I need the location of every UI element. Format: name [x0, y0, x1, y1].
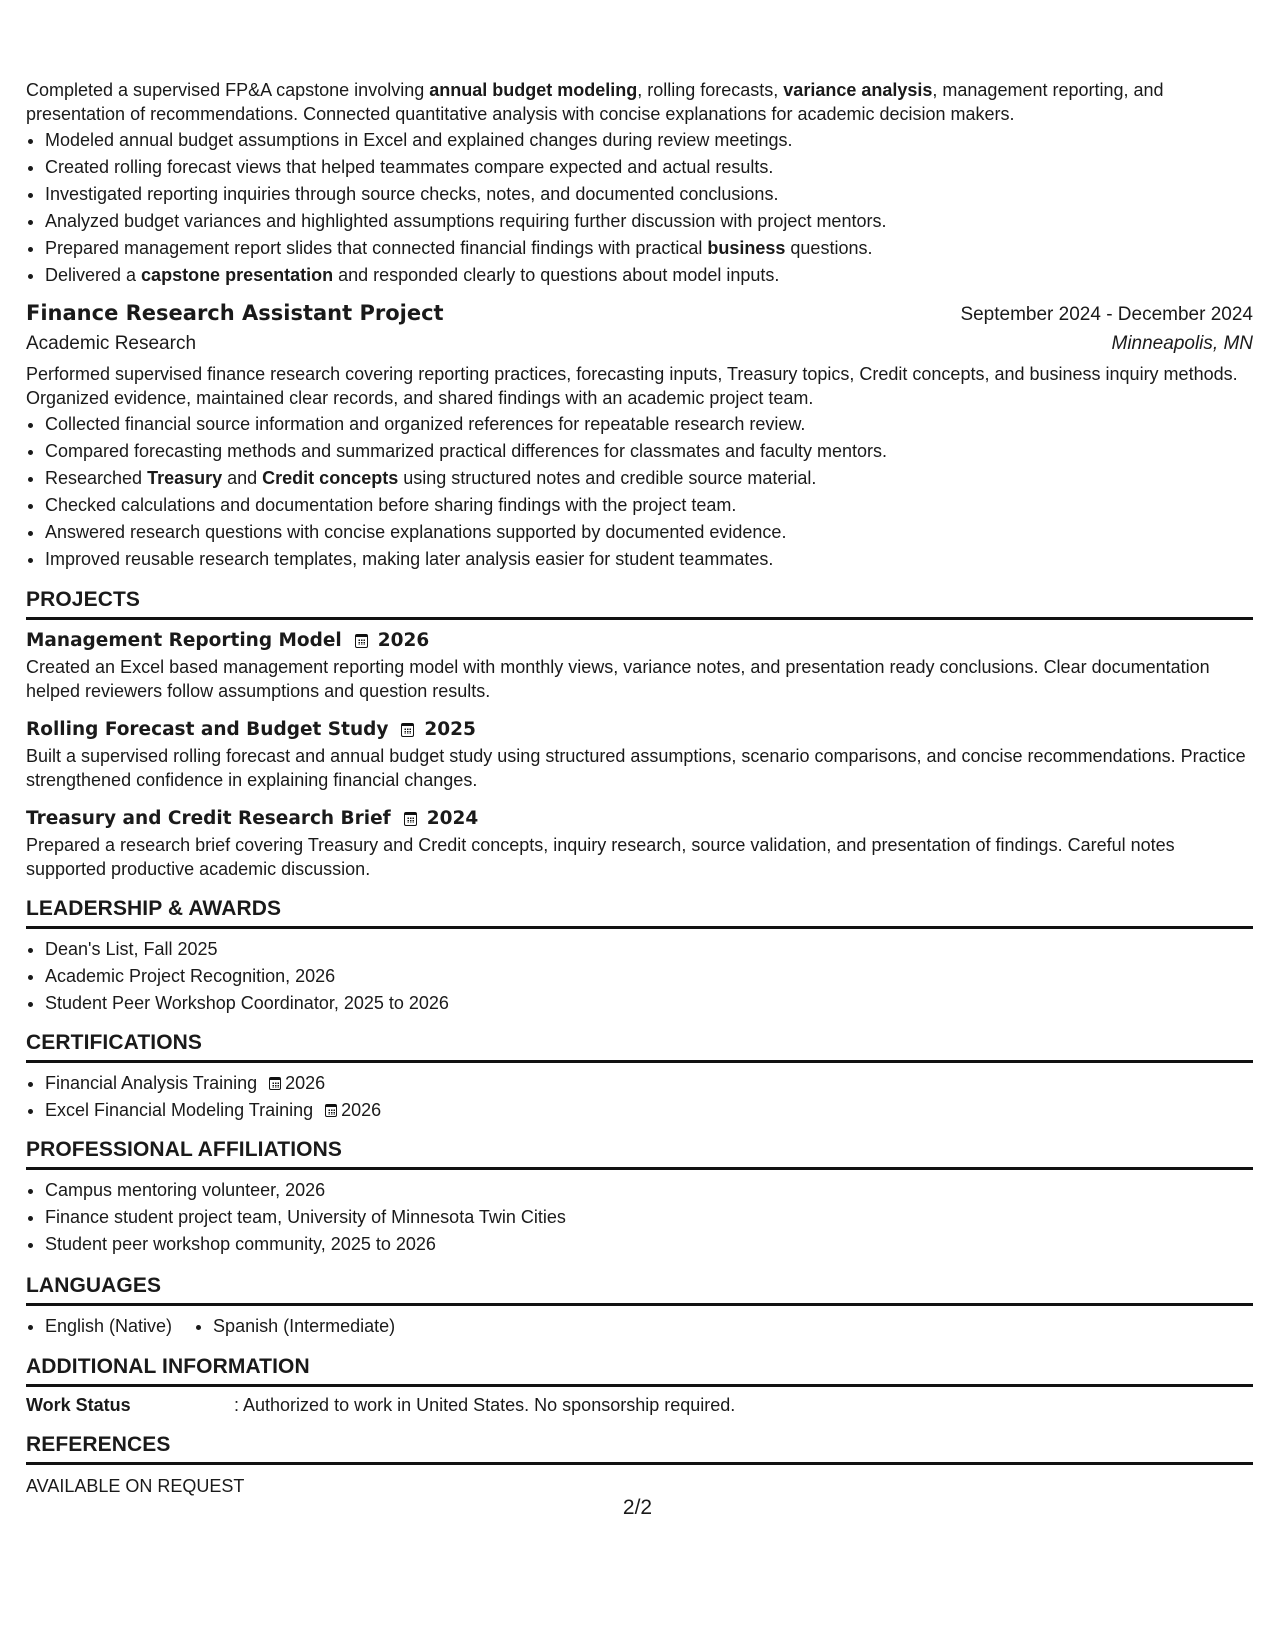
list-item: English (Native) [26, 1313, 172, 1340]
job-location: Minneapolis, MN [1111, 333, 1253, 354]
list-item: Student peer workshop community, 2025 to 2026 [26, 1231, 1253, 1258]
project-year: 2026 [377, 630, 430, 651]
text-run: Checked calculations and documentation before sharing findings with the project team. [45, 495, 737, 515]
section-heading-references: REFERENCES [26, 1431, 1253, 1465]
work-status-label: Work Status [26, 1395, 131, 1415]
capstone-bullets [26, 127, 1253, 289]
section-heading-certifications: CERTIFICATIONS [26, 1029, 1253, 1063]
certification-year: 2026 [285, 1073, 326, 1093]
section-heading-additional: ADDITIONAL INFORMATION [26, 1353, 1253, 1387]
languages-list [26, 1313, 1253, 1340]
project-name: Management Reporting Model [26, 630, 342, 651]
list-item: Spanish (Intermediate) [194, 1313, 395, 1340]
bullet-item [26, 208, 1253, 235]
text-run: , rolling forecasts, [637, 80, 784, 100]
text-run: Answered research questions with concise explanations supported by documented evidence. [45, 522, 787, 542]
bold-text: capstone presentation [141, 265, 334, 285]
section-heading-affiliations: PROFESSIONAL AFFILIATIONS [26, 1136, 1253, 1170]
job-header [26, 298, 1253, 330]
bullet-item [26, 465, 1253, 492]
project-description: Built a supervised rolling forecast and annual budget study using structured assumptions, scenario comparisons, and concise recommendations. Practice strengthened confidence in explaining financial changes. [26, 746, 1246, 790]
bullet-item [26, 438, 1253, 465]
job-summary: Performed supervised finance research covering reporting practices, forecasting inputs, Treasury topics, Credit concepts, and business inquiry methods. Organized evidence, maintained clear records, and shared findings with an academic project team. [26, 364, 1238, 408]
certifications-section [26, 1029, 1253, 1124]
text-run: Collected financial source information and organized references for repeatable research review. [45, 414, 806, 434]
bullet-item [26, 235, 1253, 262]
text-run: Delivered a [45, 265, 142, 285]
bullet-item [26, 127, 1253, 154]
list-item: Academic Project Recognition, 2026 [26, 963, 1253, 990]
work-status-value: : Authorized to work in United States. No sponsorship required. [234, 1395, 736, 1415]
job-dates: September 2024 - December 2024 [960, 304, 1253, 325]
job-entry [26, 298, 1253, 573]
project-name: Treasury and Credit Research Brief [26, 808, 391, 829]
certification-name: Financial Analysis Training [45, 1073, 258, 1093]
project-description: Prepared a research brief covering Treasury and Credit concepts, inquiry research, source validation, and presentation of findings. Careful notes supported productive academic discussion. [26, 835, 1175, 879]
work-status-row [26, 1393, 1253, 1417]
text-run: Modeled annual budget assumptions in Excel and explained changes during review meetings. [45, 130, 793, 150]
references-section [26, 1431, 1253, 1498]
calendar-icon [404, 812, 417, 826]
section-heading-projects: PROJECTS [26, 586, 1253, 620]
text-run: Researched [45, 468, 148, 488]
bold-text: annual budget modeling [429, 80, 638, 100]
bullet-item [26, 492, 1253, 519]
text-run: , management reporting, and presentation of recommendations. Connected quantitative analysis with concise explanations for academic decision makers. [26, 80, 1164, 124]
bullet-item [26, 181, 1253, 208]
text-run: Compared forecasting methods and summarized practical differences for classmates and faculty mentors. [45, 441, 888, 461]
project-header [26, 805, 1253, 833]
calendar-icon [401, 723, 414, 737]
job-subheader [26, 330, 1253, 358]
references-text: AVAILABLE ON REQUEST [26, 1476, 245, 1496]
text-run: Improved reusable research templates, making later analysis easier for student teammates. [45, 549, 774, 569]
text-run: Created rolling forecast views that helped teammates compare expected and actual results. [45, 157, 774, 177]
project-year: 2025 [424, 719, 476, 740]
calendar-icon [355, 634, 368, 648]
leadership-section [26, 895, 1253, 1017]
additional-section [26, 1353, 1253, 1417]
list-item: Finance student project team, University of Minnesota Twin Cities [26, 1204, 1253, 1231]
affiliations-section [26, 1136, 1253, 1258]
text-run: and responded clearly to questions about model inputs. [333, 265, 780, 285]
projects-list [26, 627, 1253, 881]
project-header [26, 627, 1253, 655]
list-item: Student Peer Workshop Coordinator, 2025 to 2026 [26, 990, 1253, 1017]
project-header [26, 716, 1253, 744]
calendar-icon [269, 1077, 281, 1090]
job-bullets [26, 411, 1253, 573]
affiliations-list [26, 1177, 1253, 1258]
capstone-summary [26, 78, 1253, 126]
bold-text: Credit concepts [262, 468, 399, 488]
bold-text: variance analysis [783, 80, 933, 100]
certification-item [26, 1097, 1253, 1124]
bullet-item [26, 154, 1253, 181]
bullet-item [26, 519, 1253, 546]
job-title: Finance Research Assistant Project [26, 301, 444, 325]
page-number: 2/2 [622, 1496, 653, 1519]
project-description: Created an Excel based management reporting model with monthly views, variance notes, and presentation ready conclusions. Clear documentation helped reviewers follow assumptions and question results. [26, 657, 1210, 701]
bold-text: business [707, 238, 786, 258]
bullet-item [26, 411, 1253, 438]
text-run: and [222, 468, 263, 488]
certification-item [26, 1070, 1253, 1097]
certifications-list [26, 1070, 1253, 1124]
text-run: Prepared management report slides that connected financial findings with practical [45, 238, 708, 258]
job-organization: Academic Research [26, 333, 197, 354]
bold-text: Treasury [147, 468, 223, 488]
section-heading-languages: LANGUAGES [26, 1272, 1253, 1306]
projects-section [26, 586, 1253, 881]
bullet-item [26, 546, 1253, 573]
resume-page [26, 78, 1253, 1498]
text-run: questions. [785, 238, 873, 258]
calendar-icon [325, 1104, 337, 1117]
text-run: using structured notes and credible source material. [398, 468, 817, 488]
languages-section [26, 1272, 1253, 1340]
leadership-list [26, 936, 1253, 1017]
section-heading-leadership: LEADERSHIP & AWARDS [26, 895, 1253, 929]
certification-name: Excel Financial Modeling Training [45, 1100, 314, 1120]
text-run: Investigated reporting inquiries through source checks, notes, and documented conclusions. [45, 184, 779, 204]
certification-year: 2026 [341, 1100, 382, 1120]
list-item: Dean's List, Fall 2025 [26, 936, 1253, 963]
project-item [26, 716, 1253, 792]
project-year: 2024 [426, 808, 479, 829]
project-name: Rolling Forecast and Budget Study [26, 719, 389, 740]
project-item [26, 627, 1253, 703]
text-run: Analyzed budget variances and highlighted assumptions requiring further discussion with project mentors. [45, 211, 887, 231]
list-item: Campus mentoring volunteer, 2026 [26, 1177, 1253, 1204]
text-run: Completed a supervised FP&A capstone involving [26, 80, 430, 100]
project-item [26, 805, 1253, 881]
bullet-item [26, 262, 1253, 289]
